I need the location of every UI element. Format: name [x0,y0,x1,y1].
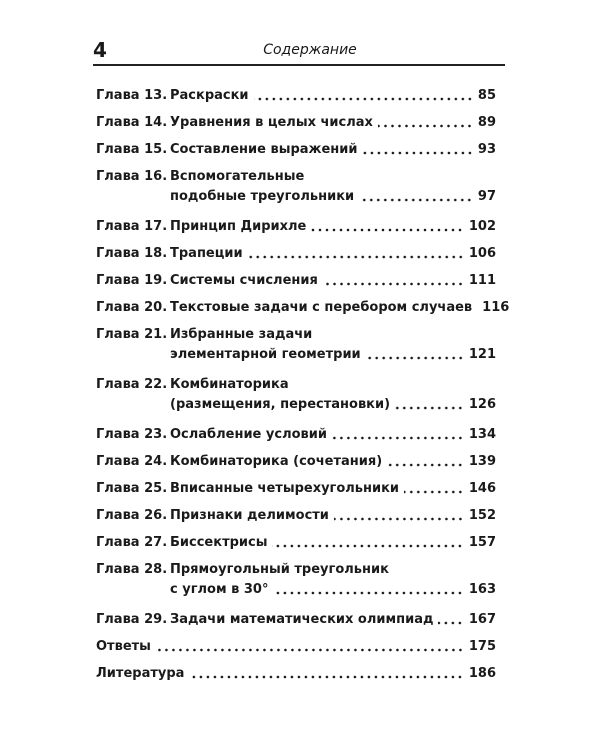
chapter-label: Глава 25. [96,481,168,496]
chapter-label: Глава 28. [96,562,168,577]
chapter-label: Глава 24. [96,454,168,469]
running-header: Содержание [263,42,357,58]
toc-entry[interactable] [96,560,496,600]
entry-title: Задачи математических олимпиад [170,612,434,627]
page-ref: 89 [477,115,496,130]
page-ref: 186 [468,666,496,681]
toc-entry[interactable] [96,244,496,264]
chapter-label: Глава 15. [96,142,168,157]
chapter-label: Глава 21. [96,327,168,342]
toc-entry[interactable] [96,664,496,684]
toc-entry[interactable] [96,506,496,526]
dot-leader [378,124,473,128]
page-ref: 163 [468,582,496,597]
entry-title: Раскраски [170,88,249,103]
chapter-label: Глава 22. [96,377,168,392]
entry-title: Прямоугольный треугольник [170,562,389,577]
toc-entry[interactable] [96,610,496,630]
page-ref: 106 [468,246,496,261]
entry-title: Принцип Дирихле [170,219,307,234]
toc-entry[interactable] [96,325,496,365]
page-ref: 93 [477,142,496,157]
page-ref: 175 [468,639,496,654]
dot-leader [438,621,463,625]
dot-leader [189,675,463,679]
entry-title: Ослабление условий [170,427,327,442]
entry-title: Избранные задачи [170,327,313,342]
page-ref: 167 [468,612,496,627]
toc-entry[interactable] [96,479,496,499]
toc-entry[interactable] [96,113,496,133]
dot-leader [395,406,464,410]
page-ref: 157 [468,535,496,550]
toc-entry[interactable] [96,217,496,237]
entry-title: элементарной геометрии [170,347,361,362]
chapter-label: Глава 18. [96,246,168,261]
entry-title: Литература [96,666,185,681]
toc-entry[interactable] [96,140,496,160]
chapter-label: Глава 20. [96,300,168,315]
dot-leader [334,517,464,521]
entry-title: Трапеции [170,246,243,261]
header-rule [93,64,505,66]
entry-title: Вспомогательные [170,169,305,184]
page-ref: 121 [468,347,496,362]
dot-leader [156,648,464,652]
dot-leader [366,356,464,360]
page-ref: 116 [482,300,510,315]
entry-title: Ответы [96,639,151,654]
entry-title: Комбинаторика [170,377,289,392]
page-ref: 126 [468,397,496,412]
toc-entry[interactable] [96,86,496,106]
toc-entry[interactable] [96,167,496,207]
chapter-label: Глава 29. [96,612,168,627]
page-ref: 139 [468,454,496,469]
dot-leader [248,255,464,259]
toc-entry[interactable] [96,533,496,553]
dot-leader [387,463,464,467]
dot-leader [323,282,464,286]
chapter-label: Глава 27. [96,535,168,550]
entry-title: Биссектрисы [170,535,268,550]
page-ref: 134 [468,427,496,442]
entry-title: Признаки делимости [170,508,329,523]
entry-title: Комбинаторика (сочетания) [170,454,383,469]
dot-leader [272,544,463,548]
chapter-label: Глава 14. [96,115,168,130]
chapter-label: Глава 19. [96,273,168,288]
page-ref: 146 [468,481,496,496]
entry-title: Текстовые задачи с перебором случаев [170,300,473,315]
entry-title: Системы счисления [170,273,318,288]
page-ref: 97 [477,189,496,204]
entry-title: (размещения, перестановки) [170,397,391,412]
toc-entry[interactable] [96,637,496,657]
page-ref: 111 [468,273,496,288]
toc-entry[interactable] [96,425,496,445]
dot-leader [254,97,473,101]
chapter-label: Глава 17. [96,219,168,234]
dot-leader [404,490,464,494]
chapter-label: Глава 16. [96,169,168,184]
dot-leader [273,591,463,595]
entry-title: Вписанные четырехугольники [170,481,400,496]
entry-title: Уравнения в целых числах [170,115,373,130]
toc-entry[interactable] [96,375,496,415]
chapter-label: Глава 26. [96,508,168,523]
toc-entry[interactable] [96,271,496,291]
dot-leader [332,436,464,440]
entry-title: подобные треугольники [170,189,355,204]
page-number: 4 [93,38,107,62]
chapter-label: Глава 13. [96,88,168,103]
dot-leader [363,151,473,155]
dot-leader [311,228,464,232]
page-ref: 85 [477,88,496,103]
page-ref: 152 [468,508,496,523]
table-of-contents [96,86,510,691]
page-ref: 102 [468,219,496,234]
toc-entry[interactable] [96,298,510,318]
toc-entry[interactable] [96,452,496,472]
entry-title: Составление выражений [170,142,358,157]
dot-leader [359,198,473,202]
chapter-label: Глава 23. [96,427,168,442]
entry-title: с углом в 30° [170,582,269,597]
